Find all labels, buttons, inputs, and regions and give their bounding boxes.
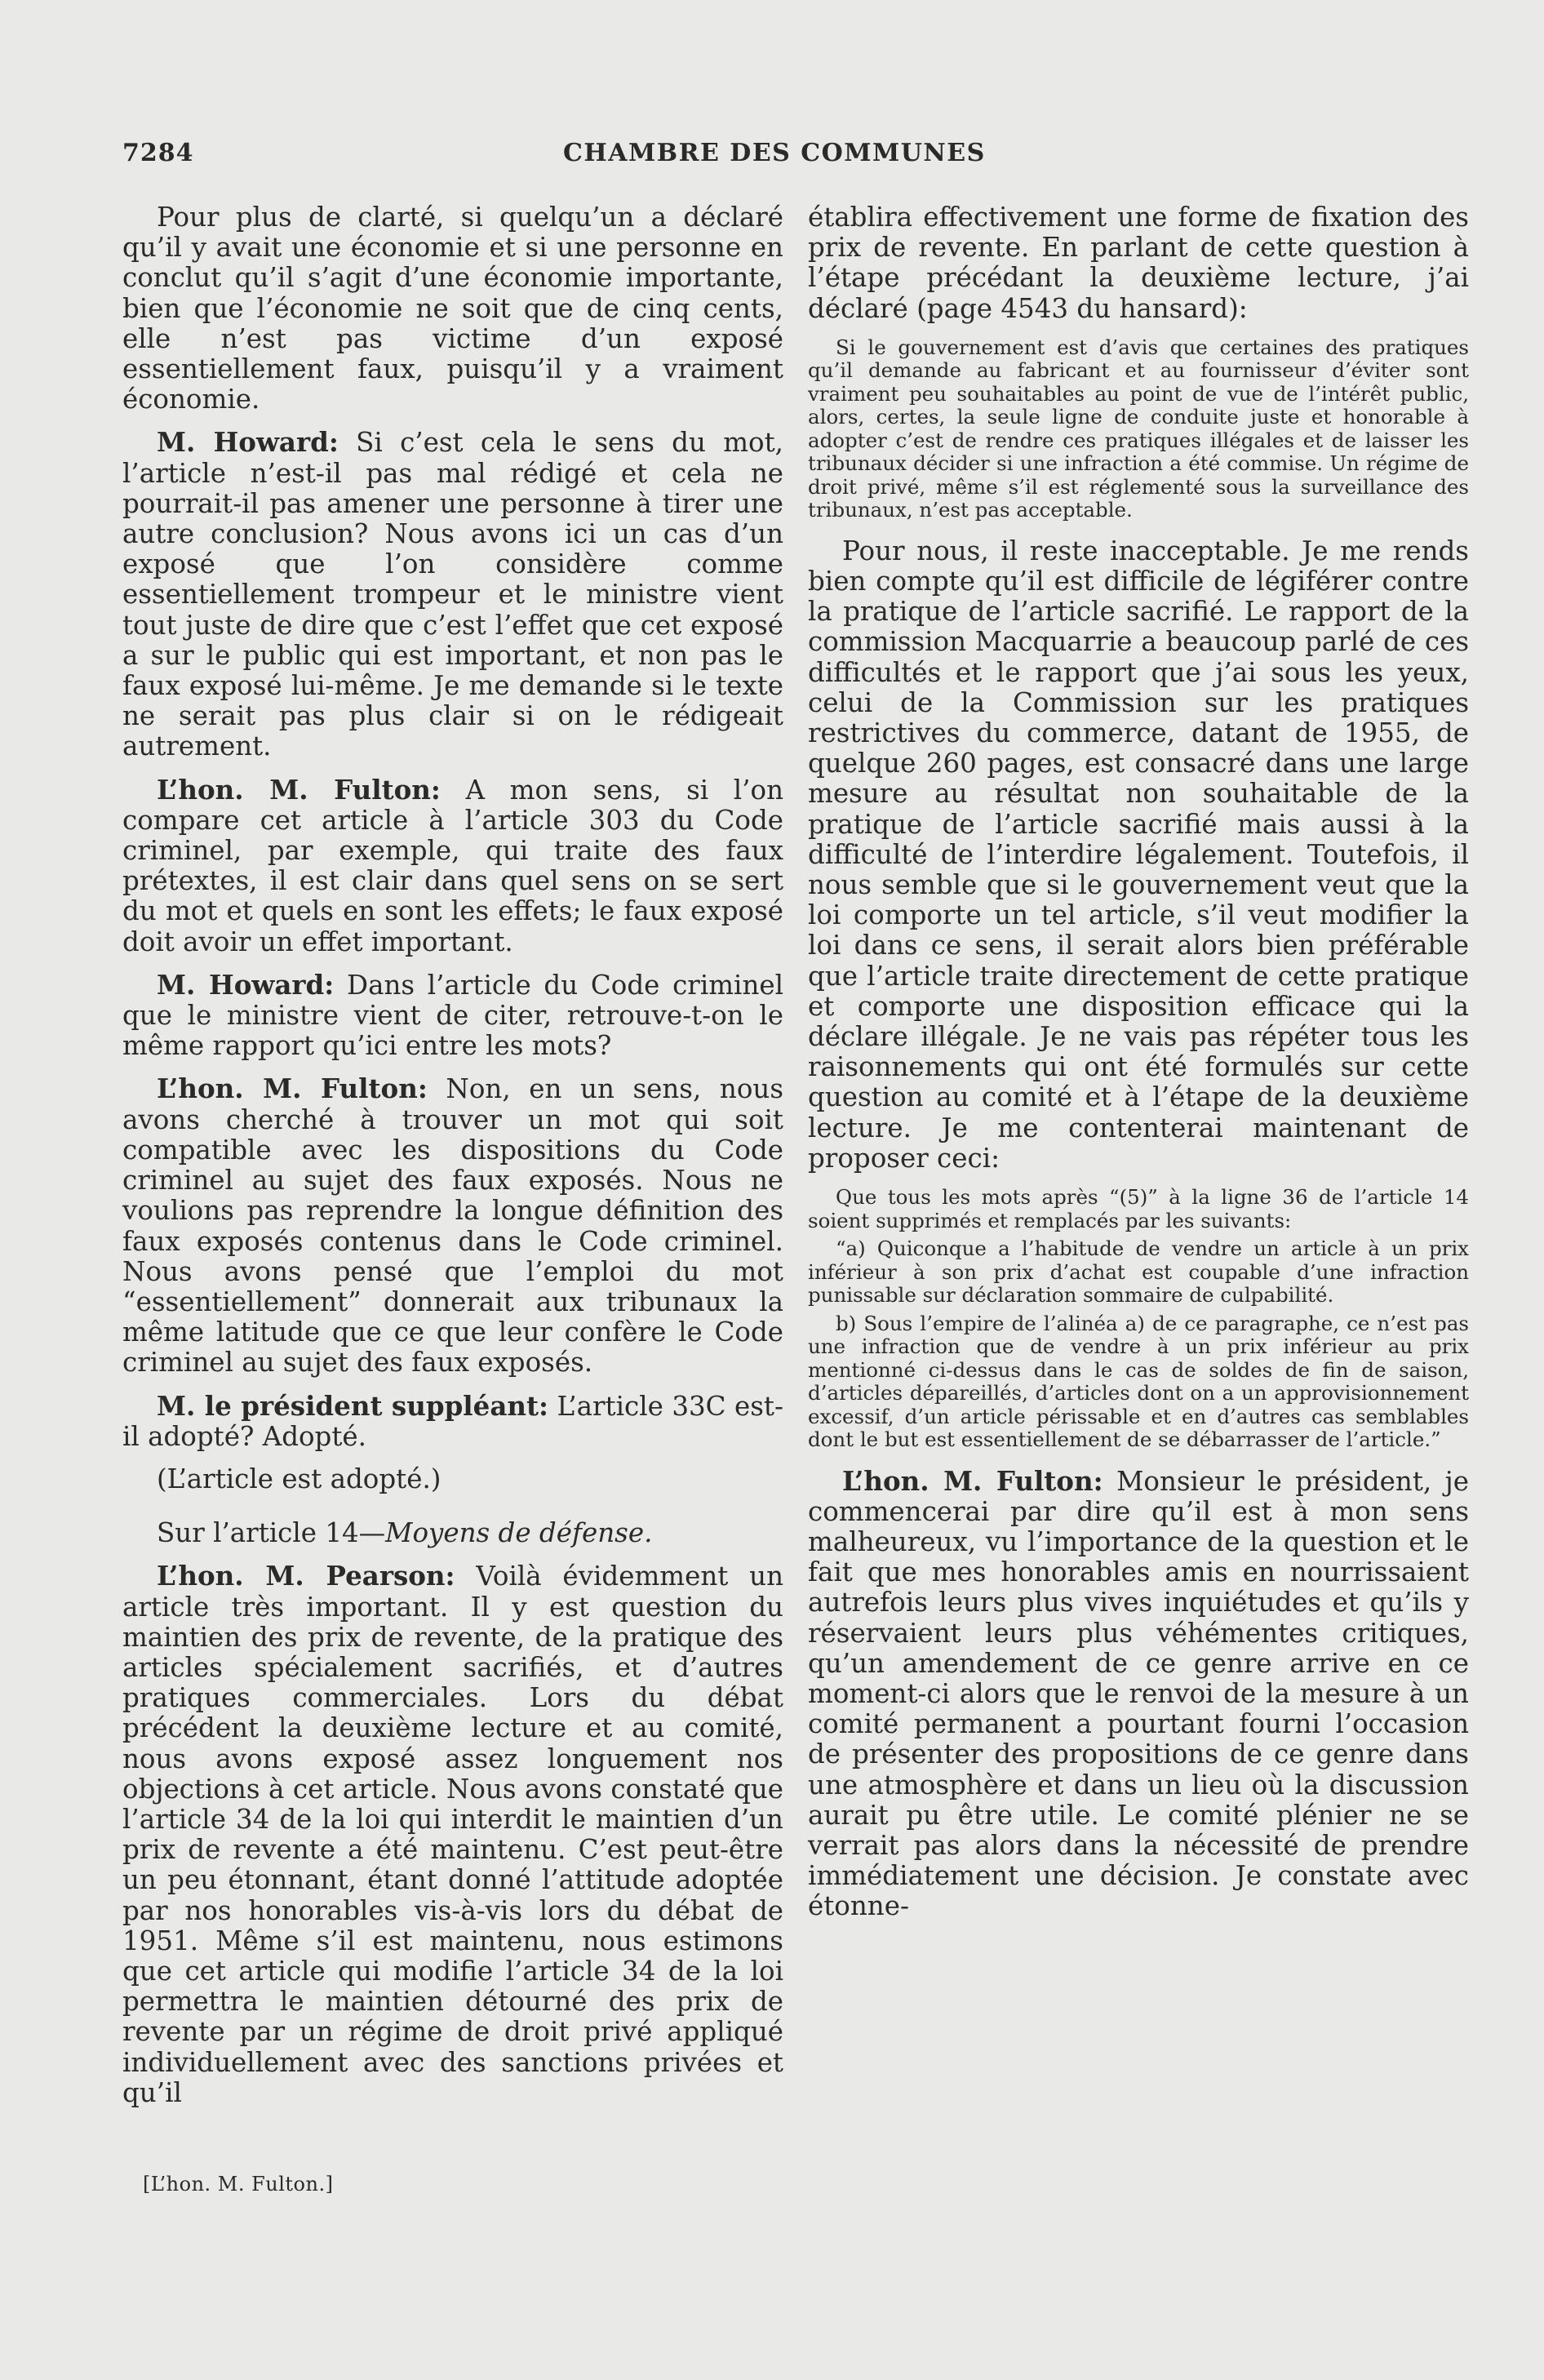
- speech-paragraph: [122, 1561, 783, 2108]
- clause-heading-prefix: Sur l’article 14—: [157, 1517, 386, 1549]
- right-column: [808, 202, 1469, 1934]
- speaker-name: M. Howard:: [157, 968, 335, 1001]
- quotation: Si le gouvernement est d’avis que certaines des pratiques qu’il demande au fabricant et au fournisseur d’éviter sont vraiment peu souhaitables au point de vue de l’intérêt public, alors, certes, la seule ligne de conduite juste et honorable à adopter c’est de rendre ces pratiques illégales et de laisser les tribunaux décider si une infraction a été commise. Un régime de droit privé, même s’il est réglementé sous la surveillance des tribunaux, n’est pas acceptable.: [808, 335, 1469, 522]
- speaker-name: L’hon. M. Fulton:: [842, 1464, 1103, 1497]
- speech-text: Monsieur le président, je commencerai par dire qu’il est à mon sens malheureux, vu l’importance de la question et le fait que mes honorables amis en nourrissaient autrefois leurs plus vives inquiétudes et qu’ils y réservaient leurs plus véhémentes critiques, qu’un amendement de ce genre arrive en ce moment-ci alors que le renvoi de la mesure à un comité permanent a pourtant fourni l’occasion de présenter des propositions de ce genre dans une atmosphère et dans un lieu où la discussion aurait pu être utile. Le comité plénier ne se verrait pas alors dans la nécessité de prendre immédiatement une décision. Je constate avec étonne-: [808, 1465, 1469, 1922]
- speech-paragraph: [122, 1073, 783, 1378]
- speech-text: Dans l’article du Code criminel que le ministre vient de citer, retrouve-t-on le même rapport qu’ici entre les mots?: [122, 969, 784, 1062]
- amendment-motion: Que tous les mots après “(5)” à la ligne 36 de l’article 14 soient supprimés et remplacés par les suivants:: [808, 1185, 1469, 1232]
- footer-credit: [L’hon. M. Fulton.]: [143, 2173, 334, 2196]
- speaker-name: L’hon. M. Fulton:: [157, 773, 441, 806]
- amendment-clause-a: “a) Quiconque a l’habitude de vendre un article à un prix inférieur à son prix d’achat est coupable d’une infraction punissable sur déclaration sommaire de culpabilité.: [808, 1237, 1469, 1308]
- speech-text: L’article 33C est-il adopté? Adopté.: [122, 1390, 783, 1452]
- speaker-name: M. le président suppléant:: [157, 1389, 549, 1422]
- clause-heading-title: Moyens de défense.: [385, 1517, 653, 1549]
- page-number: 7284: [122, 139, 194, 167]
- left-column: [122, 202, 783, 2120]
- paragraph: Pour plus de clarté, si quelqu’un a déclaré qu’il y avait une économie et si une personne en conclut qu’il s’agit d’une économie importante, bien que l’économie ne soit que de cinq cents, elle n’est pas victime d’un exposé essentiellement faux, puisqu’il y a vraiment économie.: [122, 202, 783, 415]
- procedural-note: (L’article est adopté.): [157, 1463, 441, 1494]
- speech-paragraph: [122, 1391, 783, 1452]
- speaker-name: L’hon. M. Pearson:: [157, 1560, 455, 1592]
- speech-text: Non, en un sens, nous avons cherché à trouver un mot qui soit compatible avec les dispositions du Code criminel au sujet des faux exposés. Nous ne voulions pas reprendre la longue définition des faux exposés contenus dans le Code criminel. Nous avons pensé que l’emploi du mot “essentiellement” donnerait aux tribunaux la même latitude que ce que leur confère le Code criminel au sujet des faux exposés.: [122, 1073, 783, 1379]
- paragraph: Pour nous, il reste inacceptable. Je me rends bien compte qu’il est difficile de légiférer contre la pratique de l’article sacrifié. Le rapport de la commission Macquarrie a beaucoup parlé de ces difficultés et le rapport que j’ai sous les yeux, celui de la Commission sur les pratiques restrictives du commerce, datant de 1955, de quelque 260 pages, est consacré dans une large mesure au résultat non souhaitable de la pratique de l’article sacrifié mais aussi à la difficulté de l’interdire légalement. Toutefois, il nous semble que si le gouvernement veut que la loi comporte un tel article, s’il veut modifier la loi dans ce sens, il serait alors bien préférable que l’article traite directement de cette pratique et comporte une disposition efficace qui la déclare illégale. Je ne vais pas répéter tous les raisonnements qui ont été formulés sur cette question au comité et à l’étape de la deuxième lecture. Je me contenterai maintenant de proposer ceci:: [808, 535, 1469, 1174]
- speech-paragraph: [122, 775, 783, 957]
- speech-text: Si c’est cela le sens du mot, l’article n’est-il pas mal rédigé et cela ne pourrait-il pas amener une personne à tirer une autre conclusion? Nous avons ici un cas d’un exposé que l’on considère comme essentiellement trompeur et le ministre vient tout juste de dire que c’est l’effet que cet exposé a sur le public qui est important, et non pas le faux exposé lui-même. Je me demande si le texte ne serait pas plus clair si on le rédigeait autrement.: [122, 427, 783, 762]
- amendment-clause-b: b) Sous l’empire de l’alinéa a) de ce paragraphe, ce n’est pas une infraction que de vendre à un prix inférieur au prix mentionné ci-dessus dans le cas de soldes de fin de saison, d’articles dépareillés, d’articles dont on a un approvisionnement excessif, d’un article périssable et en d’autres cas semblables dont le but est essentiellement de se débarrasser de l’article.”: [808, 1311, 1469, 1452]
- page-header: [122, 139, 1012, 171]
- speaker-name: M. Howard:: [157, 426, 339, 459]
- speech-paragraph: [122, 427, 783, 762]
- speech-paragraph: [808, 1466, 1469, 1922]
- running-title: CHAMBRE DES COMMUNES: [563, 139, 986, 167]
- speech-paragraph: [122, 970, 783, 1062]
- speaker-name: L’hon. M. Fulton:: [157, 1072, 428, 1105]
- speech-text: A mon sens, si l’on compare cet article à l’article 303 du Code criminel, par exemple, qui traite des faux prétextes, il est clair dans quel sens on se sert du mot et quels en sont les effets; le faux exposé doit avoir un effet important.: [122, 774, 783, 957]
- speech-text: Voilà évidemment un article très important. Il y est question du maintien des prix de revente, de la pratique des articles spécialement sacrifiés, et d’autres pratiques commerciales. Lors du débat précédent la deuxième lecture et au comité, nous avons exposé assez longuement nos objections à cet article. Nous avons constaté que l’article 34 de la loi qui interdit le maintien d’un prix de revente a été maintenu. C’est peut-être un peu étonnant, étant donné l’attitude adoptée par nos honorables vis-à-vis lors du débat de 1951. Même s’il est maintenu, nous estimons que cet article qui modifie l’article 34 de la loi permettra le maintien détourné des prix de revente par un régime de droit privé appliqué individuellement avec des sanctions privées et qu’il: [122, 1561, 783, 2108]
- clause-heading: [122, 1518, 783, 1548]
- paragraph: établira effectivement une forme de fixation des prix de revente. En parlant de cette question à l’étape précédant la deuxième lecture, j’ai déclaré (page 4543 du hansard):: [808, 202, 1469, 324]
